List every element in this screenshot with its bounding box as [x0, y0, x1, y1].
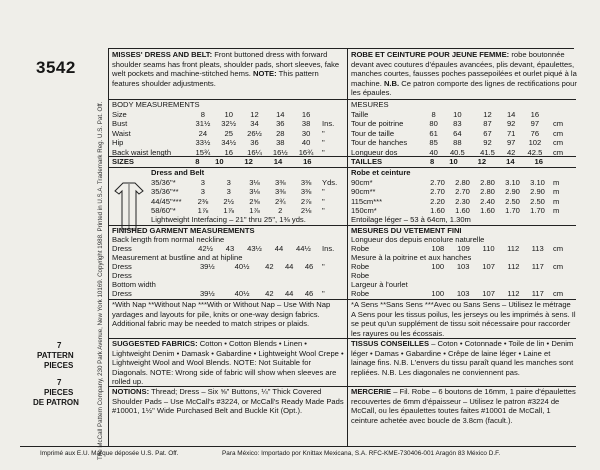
cell-unit: cm — [553, 138, 564, 148]
table-row — [112, 262, 344, 271]
cell-value: 41.5 — [480, 147, 495, 157]
cell-unit: " — [322, 147, 325, 157]
cell-value: 14 — [276, 110, 285, 119]
row-label: 90cm** — [351, 187, 376, 197]
sens-note: *A Sens **Sans Sens ***Avec ou Sans Sens – Utilisez le métrage A Sens pour les tissus poilus, les jerseys ou les imprimés à sens. Il se peut qu'un supplément de tissu soit nécessaire pour raccorder les rayures ou les écossais. — [351, 300, 576, 338]
cell-value: 113 — [531, 244, 544, 253]
cell-value: 103 — [456, 262, 470, 271]
cell-value: 30 — [301, 128, 311, 138]
row-label: Dress — [112, 244, 132, 253]
row-label: Size — [112, 110, 127, 119]
mercerie: MERCERIE – Fil. Robe – 6 boutons de 16mm, 1 paire d'épaulettes recouvertes de 6mm d'épaisseur – Utilisez le patron #3224 de McCall, ou les épaulettes toutes faites #10001 de McCall, 1 ceinture achetée avec boucle de 3.8cm (facult.). — [351, 387, 576, 425]
cell-value: 2⅞ — [300, 196, 312, 206]
cell-unit: Ins. — [322, 244, 335, 253]
french-description: ROBE ET CEINTURE POUR JEUNE FEMME: robe boutonnée devant avec coutures d'épaules avancées, plis devant, épaulettes, manches courtes, fausses poches passepoilées et ourlet piqué à la machine. N.B. Ce patron comporte des lignes de rectifications pour les épaules. — [351, 50, 577, 97]
cell-value: 112 — [507, 289, 520, 298]
row-label: Tour de poitrine — [351, 119, 404, 129]
row-label: Longueur dos — [351, 147, 398, 157]
interfacing-text: Lightweight Interfacing – 21" thru 25", 1⅜ yds. — [151, 215, 306, 224]
table-row — [112, 110, 344, 119]
cell-unit: cm — [553, 147, 564, 157]
fini-heading: MESURES DU VETEMENT FINI — [351, 226, 462, 235]
cell-value: 64 — [453, 128, 462, 138]
pieces-label-2: PIECES — [44, 361, 74, 370]
cell-unit: Yds. — [322, 178, 338, 187]
pieces-fr-label-2: DE PATRON — [33, 398, 79, 407]
pattern-number: 3542 — [36, 58, 76, 77]
cell-value: 67 — [483, 128, 492, 138]
finished-heading: FINISHED GARMENT MEASUREMENTS — [112, 226, 255, 235]
mesures-heading: MESURES — [351, 100, 389, 109]
size-value: 16 — [303, 157, 312, 166]
cell-value: 76 — [530, 128, 540, 138]
cell-value: 2.40 — [480, 196, 495, 206]
cell-value: 112 — [507, 244, 520, 253]
size-value: 10 — [215, 157, 224, 166]
cell-value: 39½ — [199, 262, 215, 271]
cell-value: 10 — [224, 110, 233, 119]
cell-value: 16 — [530, 110, 540, 119]
cell-value: 1⅞ — [249, 206, 260, 216]
cell-value: 1.70 — [505, 206, 520, 216]
footer-center: Para México: Importado por Knittax Mexicana, S.A. RFC-KME-730406-001 Aragón 83 México D.F. — [222, 450, 501, 457]
table-row — [351, 289, 575, 298]
cell-value: 3⅜ — [275, 178, 286, 187]
cell-value: 87 — [483, 119, 492, 129]
cell-value: 103 — [456, 289, 470, 298]
table-row — [351, 244, 575, 253]
cell-value: 42 — [265, 289, 274, 298]
table-row — [112, 119, 344, 128]
tailles-header-row — [351, 157, 575, 166]
cell-value: 2¾ — [275, 196, 286, 206]
cell-value: 2.70 — [455, 187, 470, 197]
row-label: 35/36"** — [151, 187, 179, 197]
cell-value: 1.60 — [455, 206, 470, 216]
table-row — [151, 187, 344, 196]
sizes-label: SIZES — [112, 157, 134, 166]
entoilage-text: Entoilage léger – 53 à 64cm, 1.30m — [351, 215, 471, 224]
rule-top — [108, 48, 574, 49]
cell-unit: m — [553, 187, 560, 197]
cell-value: 40½ — [234, 262, 250, 271]
cell-value: 28 — [276, 128, 285, 138]
cell-unit: m — [553, 178, 560, 187]
cell-unit: Ins. — [322, 119, 335, 129]
mesures-table — [351, 110, 575, 157]
longueur-dos-text: Longueur dos depuis encolure naturelle — [351, 235, 485, 244]
size-value: 14 — [273, 157, 283, 166]
cell-value: 39½ — [199, 289, 215, 298]
cell-value: 3⅜ — [275, 187, 286, 197]
row-label: Tour de hanches — [351, 138, 408, 148]
pieces-count-fr: 7 — [57, 378, 62, 387]
cell-value: 109 — [457, 244, 470, 253]
cell-value: 3⅛ — [249, 187, 260, 197]
cell-unit — [319, 110, 344, 119]
cell-unit — [550, 110, 575, 119]
cell-value: 88 — [453, 138, 462, 148]
cell-value: 1.60 — [480, 206, 495, 216]
cell-value: 3.10 — [530, 178, 545, 187]
cell-value: 44 — [284, 289, 294, 298]
pieces-count: 7 — [57, 341, 62, 350]
cell-value: 3 — [226, 187, 231, 197]
cell-value: 1⅞ — [197, 206, 209, 216]
table-row — [112, 289, 344, 298]
cell-value: 2.50 — [505, 196, 520, 206]
cell-value: 42 — [506, 147, 516, 157]
cell-value: 61 — [429, 128, 438, 138]
robe-word: Robe — [351, 271, 370, 280]
row-label: Taille — [351, 110, 369, 119]
cell-value: 31½ — [195, 119, 211, 129]
cell-value: 34½ — [221, 138, 237, 148]
row-label: 44/45"*** — [151, 196, 182, 206]
cell-unit: " — [322, 138, 325, 148]
cell-value: 42 — [265, 262, 274, 271]
cell-value: 80 — [429, 119, 438, 129]
sizes-label: TAILLES — [351, 157, 383, 166]
cell-value: 42.5 — [527, 147, 543, 157]
cell-value: 40 — [429, 147, 438, 157]
body-measurements-table — [112, 110, 344, 157]
cell-unit: " — [322, 187, 325, 197]
table-row — [351, 178, 575, 187]
dress-sketch — [113, 181, 145, 231]
cell-value: 44½ — [296, 244, 311, 253]
cell-value: 34 — [250, 119, 259, 129]
cell-value: 3 — [200, 178, 206, 187]
cell-value: 107 — [482, 289, 495, 298]
table-row — [151, 197, 344, 206]
cell-value: 1⅞ — [223, 206, 234, 216]
cell-value: 100 — [431, 289, 445, 298]
cell-value: 43½ — [247, 244, 262, 253]
cell-value: 1.60 — [430, 206, 445, 216]
cell-value: 16 — [301, 110, 311, 119]
cell-unit: cm — [553, 128, 564, 138]
metrage-table — [351, 178, 575, 216]
cell-value: 2⅝ — [249, 196, 260, 206]
cell-unit: cm — [553, 289, 564, 298]
cell-value: 46 — [304, 262, 314, 271]
rule-bottom — [20, 446, 576, 447]
cell-value: 16½ — [272, 147, 288, 157]
cell-value: 2.80 — [455, 178, 470, 187]
cell-value: 102 — [528, 138, 542, 148]
cell-value: 42½ — [198, 244, 213, 253]
notions: NOTIONS: Thread; Dress – Six ⅝" Buttons, ¼" Thick Covered Shoulder Pads – Use McCall's #3224, or McCall's Ready Made Pads #10001, 1½" Wide Purchased Belt and Buckle Kit (Opt.). — [112, 387, 344, 415]
measure-bust-text: Measurement at bustline and at hipline — [112, 253, 243, 262]
table-row — [112, 244, 344, 253]
table-row — [151, 178, 344, 187]
side-copyright-text: The McCall Pattern Company, 230 Park Avenue, New York 10169. Copyright 1988. Printed in U.S.A. Trademark Reg. U.S. Pat. Off. — [97, 101, 104, 460]
cell-value: 117 — [531, 289, 544, 298]
bottom-width-label: Bottom width — [112, 280, 156, 289]
table-row — [112, 129, 344, 138]
table-row — [351, 119, 575, 128]
size-value: 14 — [506, 157, 515, 166]
cell-value: 2.70 — [430, 187, 445, 197]
cell-value: 24 — [198, 128, 208, 138]
cell-unit: cm — [553, 262, 564, 271]
row-label: Bust — [112, 119, 128, 129]
row-label: Dress — [112, 289, 132, 298]
cell-value: 1.70 — [530, 206, 545, 216]
cell-unit — [553, 157, 575, 166]
row-label: 115cm*** — [351, 196, 383, 206]
pieces-fr-label-1: PIECES — [44, 388, 74, 397]
cell-value: 2.90 — [530, 187, 545, 197]
table-row — [351, 197, 575, 206]
cell-unit: cm — [553, 244, 564, 253]
table-row — [351, 262, 575, 271]
cell-value: 10 — [453, 110, 462, 119]
cell-value: 92 — [506, 119, 516, 129]
cell-value: 3.10 — [505, 178, 520, 187]
cell-value: 112 — [507, 262, 520, 271]
table-row — [351, 129, 575, 138]
table-row — [351, 110, 575, 119]
mesure-poitrine-text: Mesure à la poitrine et aux hanches — [351, 253, 472, 262]
cell-value: 44 — [284, 262, 294, 271]
cell-value: 2 — [278, 206, 283, 216]
cell-value: 85 — [429, 138, 438, 148]
cell-value: 3⅛ — [249, 178, 260, 187]
cell-value: 46 — [304, 289, 314, 298]
cell-value: 36 — [250, 138, 259, 148]
cell-value: 92 — [483, 138, 492, 148]
row-label: Tour de taille — [351, 128, 395, 138]
nap-note: *With Nap **Without Nap ***With or Without Nap – Use With Nap yardages and layouts for pile, knits or one-way design fabrics. Additional fabric may be needed to match stripes or plaids. — [112, 300, 331, 328]
row-label: Robe — [351, 289, 370, 298]
cell-value: 2⅜ — [197, 196, 209, 206]
cell-value: 110 — [482, 244, 495, 253]
footer-left: Imprimé aux E.U. Marque déposée U.S. Pat. Off. — [40, 450, 179, 457]
cell-value: 2.80 — [480, 178, 495, 187]
size-value: 12 — [477, 157, 487, 166]
dress-belt-label: Dress and Belt — [151, 168, 205, 177]
cell-value: 8 — [431, 110, 436, 119]
row-label: Dress — [112, 262, 132, 271]
cell-value: 12 — [250, 110, 259, 119]
size-value: 8 — [430, 157, 435, 166]
cell-unit: m — [553, 196, 560, 206]
body-measurements-heading: BODY MEASUREMENTS — [112, 100, 200, 109]
cell-unit: " — [322, 262, 325, 271]
size-value: 8 — [195, 157, 200, 166]
cell-value: 33½ — [195, 138, 211, 148]
table-row — [351, 138, 575, 147]
cell-value: 12 — [483, 110, 492, 119]
table-row — [351, 187, 575, 196]
cell-value: 8 — [200, 110, 206, 119]
cell-value: 38 — [276, 138, 285, 148]
sizes-header-row — [112, 157, 344, 166]
english-description: MISSES' DRESS AND BELT: Front buttoned dress with forward shoulder seams has front pleats, shoulder pads, short sleeves, fake welt pockets and machine-stitched hems. NOTE: This pattern features shoulder adjustments. — [112, 50, 340, 88]
cell-value: 108 — [431, 244, 445, 253]
cell-value: 3⅜ — [300, 187, 312, 197]
cell-value: 32½ — [221, 119, 237, 129]
cell-value: 40 — [301, 138, 311, 148]
cell-value: 16¼ — [247, 147, 262, 157]
cell-value: 2½ — [223, 196, 234, 206]
cell-value: 117 — [531, 262, 544, 271]
row-label: 58/60"* — [151, 206, 176, 216]
table-row — [112, 138, 344, 147]
size-value: 10 — [449, 157, 458, 166]
row-label: Robe — [351, 262, 370, 271]
cell-value: 25 — [224, 128, 233, 138]
cell-value: 38 — [301, 119, 311, 129]
suggested-fabrics: SUGGESTED FABRICS: Cotton • Cotton Blends • Linen • Lightweight Denim • Damask • Gabardine • Lightweight Wool Crepe • Lightweight Wool and Wool Blends. NOTE: Not Suitable for Diagonals. NOTE: Wrong side of fabric will show when sleeves are rolled up. — [112, 339, 344, 386]
cell-value: 2⅛ — [300, 206, 312, 216]
size-value: 16 — [534, 157, 543, 166]
cell-value: 15¾ — [195, 147, 211, 157]
yardage-table — [151, 178, 344, 216]
cell-value: 14 — [506, 110, 516, 119]
cell-value: 16¾ — [298, 147, 314, 157]
cell-value: 2.50 — [530, 196, 545, 206]
robe-ceinture-label: Robe et ceinture — [351, 168, 411, 177]
cell-unit: cm — [553, 119, 564, 129]
cell-value: 3 — [226, 178, 231, 187]
cell-value: 100 — [431, 262, 445, 271]
cell-value: 3⅜ — [300, 178, 312, 187]
cell-value: 3 — [200, 187, 206, 197]
row-label: Waist — [112, 128, 131, 138]
bottom-width-dress: Dress — [112, 271, 132, 280]
cell-value: 71 — [506, 128, 516, 138]
row-label: 90cm* — [351, 178, 373, 187]
row-label: Back waist length — [112, 147, 172, 157]
cell-value: 2.20 — [430, 196, 445, 206]
cell-value: 16 — [224, 147, 233, 157]
cell-unit: " — [322, 196, 325, 206]
cell-unit: " — [322, 289, 325, 298]
cell-value: 36 — [276, 119, 285, 129]
largeur-ourlet-text: Largeur à l'ourlet — [351, 280, 408, 289]
cell-value: 83 — [453, 119, 462, 129]
cell-unit: m — [553, 206, 560, 216]
cell-value: 26½ — [247, 128, 262, 138]
row-label: Hip — [112, 138, 124, 148]
cell-unit: " — [322, 128, 325, 138]
cell-value: 40½ — [234, 289, 250, 298]
back-length-text: Back length from normal neckline — [112, 235, 225, 244]
row-label: 35/36"* — [151, 178, 176, 187]
row-label: Robe — [351, 244, 370, 253]
cell-value: 40.5 — [449, 147, 465, 157]
cell-value: 2.80 — [480, 187, 495, 197]
cell-value: 44 — [274, 244, 284, 253]
cell-unit — [322, 157, 344, 166]
size-value: 12 — [244, 157, 253, 166]
cell-value: 2.30 — [455, 196, 470, 206]
cell-value: 2.70 — [430, 178, 445, 187]
row-label: 150cm* — [351, 206, 377, 216]
cell-unit: " — [322, 206, 325, 216]
cell-value: 97 — [530, 119, 540, 129]
tissus-conseilles: TISSUS CONSEILLES – Coton • Cotonnade • Toile de lin • Denim léger • Damas • Gabardine • Crêpe de laine léger • Laine et lainage fins. N.B. L'envers du tissu paraît quand les manches sont repliées. N.B. Les diagonales ne conviennent pas. — [351, 339, 574, 377]
cell-value: 107 — [482, 262, 495, 271]
pieces-label-1: PATTERN — [37, 351, 74, 360]
cell-value: 43 — [225, 244, 235, 253]
cell-value: 97 — [506, 138, 516, 148]
cell-value: 2.90 — [505, 187, 520, 197]
